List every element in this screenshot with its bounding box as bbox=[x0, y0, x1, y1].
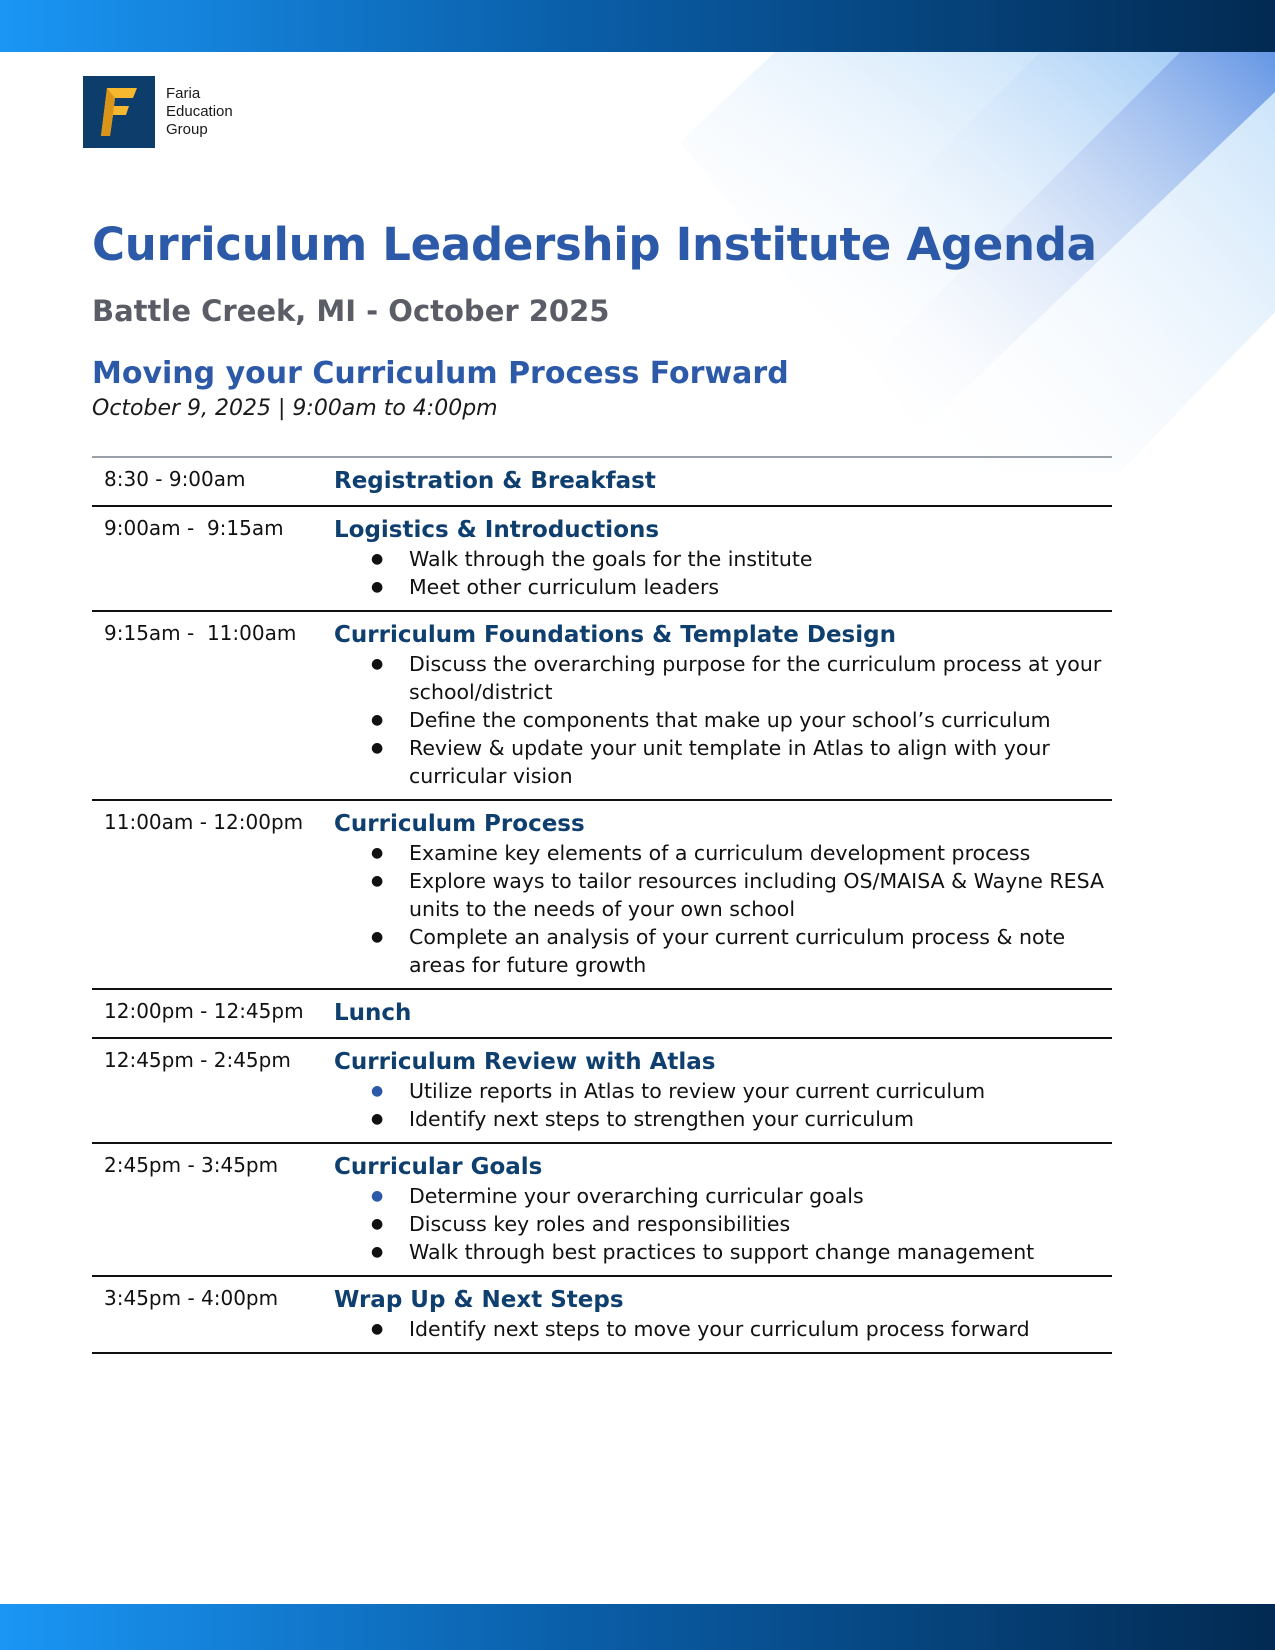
logo-line: Group bbox=[166, 121, 208, 138]
agenda-row bbox=[92, 1277, 1112, 1354]
session-title: Wrap Up & Next Steps bbox=[334, 1287, 624, 1313]
session-bullet-item: ● Review & update your unit template in Atlas to align with your curricular vision bbox=[334, 734, 1112, 790]
logo-line: Education bbox=[166, 103, 233, 120]
session-title: Curricular Goals bbox=[334, 1154, 543, 1180]
session-content bbox=[334, 620, 1112, 790]
faria-logo bbox=[83, 76, 233, 148]
session-title: Logistics & Introductions bbox=[334, 517, 660, 543]
session-bullet-list bbox=[334, 545, 1112, 601]
session-title: Curriculum Review with Atlas bbox=[334, 1049, 716, 1075]
session-time: 8:30 - 9:00am bbox=[104, 467, 246, 491]
agenda-row bbox=[92, 801, 1112, 990]
session-bullet-list bbox=[334, 839, 1112, 979]
session-content bbox=[334, 809, 1112, 979]
session-bullet-item: ● Utilize reports in Atlas to review your current curriculum bbox=[334, 1077, 1112, 1105]
session-bullet-item: ● Explore ways to tailor resources including OS/MAISA & Wayne RESA units to the needs of your own school bbox=[334, 867, 1112, 923]
session-content bbox=[334, 466, 1112, 496]
location-subtitle: Battle Creek, MI - October 2025 bbox=[92, 294, 610, 328]
section-title: Moving your Curriculum Process Forward bbox=[92, 356, 789, 391]
agenda-row bbox=[92, 612, 1112, 801]
session-time: 9:00am - 9:15am bbox=[104, 516, 284, 540]
agenda-table bbox=[92, 456, 1112, 1354]
agenda-row bbox=[92, 507, 1112, 612]
session-bullet-item: ● Determine your overarching curricular goals bbox=[334, 1182, 1112, 1210]
session-content bbox=[334, 1047, 1112, 1133]
logo-line: Faria bbox=[166, 85, 201, 102]
session-time: 12:45pm - 2:45pm bbox=[104, 1048, 291, 1072]
logo-wordmark bbox=[166, 85, 233, 139]
agenda-row bbox=[92, 458, 1112, 507]
session-bullet-item: ● Meet other curriculum leaders bbox=[334, 573, 1112, 601]
session-time: 9:15am - 11:00am bbox=[104, 621, 297, 645]
logo-mark bbox=[83, 76, 155, 148]
session-bullet-list bbox=[334, 650, 1112, 790]
agenda-row bbox=[92, 990, 1112, 1039]
top-banner bbox=[0, 0, 1275, 52]
session-bullet-item: ● Complete an analysis of your current curriculum process & note areas for future growth bbox=[334, 923, 1112, 979]
session-content bbox=[334, 515, 1112, 601]
agenda-row bbox=[92, 1039, 1112, 1144]
session-title: Curriculum Process bbox=[334, 811, 585, 837]
session-content bbox=[334, 1285, 1112, 1343]
session-time: 2:45pm - 3:45pm bbox=[104, 1153, 279, 1177]
agenda-row bbox=[92, 1144, 1112, 1277]
session-bullet-item: ● Identify next steps to move your curriculum process forward bbox=[334, 1315, 1112, 1343]
session-bullet-item: ● Examine key elements of a curriculum development process bbox=[334, 839, 1112, 867]
f-letter-icon bbox=[99, 86, 139, 138]
session-bullet-item: ● Walk through best practices to support change management bbox=[334, 1238, 1112, 1266]
session-bullet-list bbox=[334, 1182, 1112, 1266]
session-time: 3:45pm - 4:00pm bbox=[104, 1286, 279, 1310]
session-bullet-list bbox=[334, 1077, 1112, 1133]
session-bullet-item: ● Discuss key roles and responsibilities bbox=[334, 1210, 1112, 1238]
session-content bbox=[334, 1152, 1112, 1266]
session-bullet-item: ● Identify next steps to strengthen your curriculum bbox=[334, 1105, 1112, 1133]
session-content bbox=[334, 998, 1112, 1028]
session-title: Registration & Breakfast bbox=[334, 468, 656, 494]
session-bullet-item: ● Define the components that make up your school’s curriculum bbox=[334, 706, 1112, 734]
session-bullet-list bbox=[334, 1315, 1112, 1343]
date-line: October 9, 2025 | 9:00am to 4:00pm bbox=[92, 396, 498, 421]
session-bullet-item: ● Discuss the overarching purpose for the curriculum process at your school/district bbox=[334, 650, 1112, 706]
session-time: 11:00am - 12:00pm bbox=[104, 810, 304, 834]
bottom-banner bbox=[0, 1604, 1275, 1650]
session-title: Curriculum Foundations & Template Design bbox=[334, 622, 896, 648]
session-bullet-item: ● Walk through the goals for the institute bbox=[334, 545, 1112, 573]
page-title: Curriculum Leadership Institute Agenda bbox=[92, 218, 1097, 271]
session-title: Lunch bbox=[334, 1000, 412, 1026]
session-time: 12:00pm - 12:45pm bbox=[104, 999, 304, 1023]
